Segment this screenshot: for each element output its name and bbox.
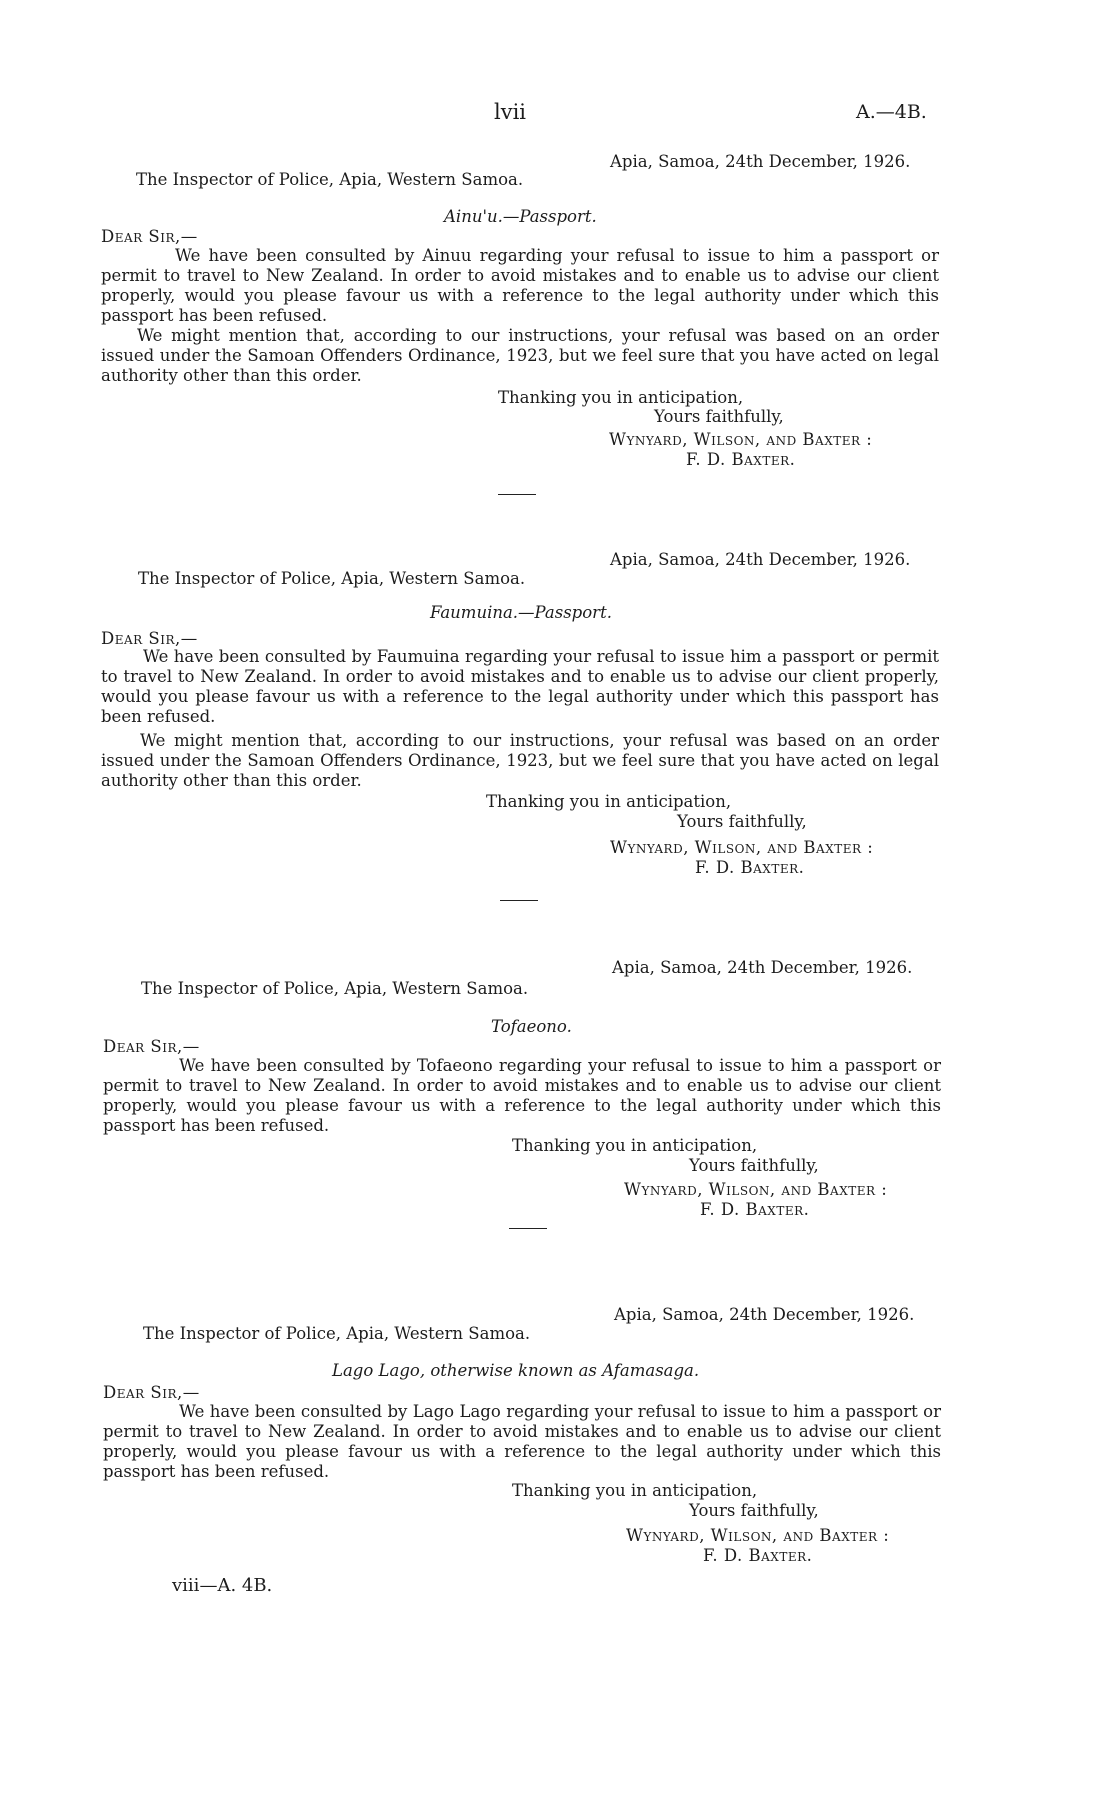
letter-firm: Wynyard, Wilson, and Baxter : [610, 838, 874, 857]
letter-closing: Thanking you in anticipation, [498, 388, 744, 407]
letter-date: Apia, Samoa, 24th December, 1926. [614, 1305, 915, 1324]
letter-subject: Ainu'u.—Passport. [444, 207, 597, 226]
letter-paragraph: We have been consulted by Lago Lago regarding your refusal to issue to him a passport or permit to travel to New Zealand. In order to avoid mistakes and to enable us to advise our client properly, would you please favour us with a reference to the legal authority under which this passport has been refused. [103, 1402, 941, 1481]
letter-valediction: Yours faithfully, [654, 407, 784, 426]
letter-closing: Thanking you in anticipation, [512, 1481, 758, 1500]
letter-salutation: Dear Sir,— [103, 1383, 200, 1402]
letter-valediction: Yours faithfully, [689, 1156, 819, 1175]
letter-addressee: The Inspector of Police, Apia, Western Samoa. [141, 979, 529, 998]
letter-addressee: The Inspector of Police, Apia, Western Samoa. [138, 569, 526, 588]
letter-signatory: F. D. Baxter. [686, 450, 796, 469]
next-page-reference: viii—A. 4B. [172, 1575, 273, 1596]
letter-date: Apia, Samoa, 24th December, 1926. [610, 152, 911, 171]
letter-signatory: F. D. Baxter. [695, 858, 805, 877]
separator-rule [498, 494, 536, 495]
letter-valediction: Yours faithfully, [677, 812, 807, 831]
letter-subject: Lago Lago, otherwise known as Afamasaga. [332, 1361, 700, 1380]
letter-paragraph: We might mention that, according to our instructions, your refusal was based on an order issued under the Samoan Offenders Ordinance, 1923, but we feel sure that you have acted on legal authority other than this order. [101, 326, 939, 385]
letter-firm: Wynyard, Wilson, and Baxter : [609, 430, 873, 449]
letter-date: Apia, Samoa, 24th December, 1926. [612, 958, 913, 977]
letter-valediction: Yours faithfully, [689, 1501, 819, 1520]
letter-salutation: Dear Sir,— [103, 1037, 200, 1056]
letter-paragraph: We have been consulted by Tofaeono regarding your refusal to issue to him a passport or permit to travel to New Zealand. In order to avoid mistakes and to enable us to advise our client properly, would you please favour us with a reference to the legal authority under which this passport has been refused. [103, 1056, 941, 1135]
document-reference: A.—4B. [856, 101, 927, 123]
letter-salutation: Dear Sir,— [101, 227, 198, 246]
letter-paragraph: We have been consulted by Faumuina regarding your refusal to issue him a passport or permit to travel to New Zealand. In order to avoid mistakes and to enable us to advise our client properly, would you please favour us with a reference to the legal authority under which this passport has been refused. [101, 647, 939, 726]
letter-firm: Wynyard, Wilson, and Baxter : [626, 1526, 890, 1545]
separator-rule [509, 1228, 547, 1229]
letter-firm: Wynyard, Wilson, and Baxter : [624, 1180, 888, 1199]
letter-date: Apia, Samoa, 24th December, 1926. [610, 550, 911, 569]
letter-addressee: The Inspector of Police, Apia, Western Samoa. [143, 1324, 531, 1343]
letter-subject: Tofaeono. [491, 1017, 572, 1036]
letter-closing: Thanking you in anticipation, [486, 792, 732, 811]
letter-addressee: The Inspector of Police, Apia, Western Samoa. [136, 170, 524, 189]
letter-closing: Thanking you in anticipation, [512, 1136, 758, 1155]
letter-salutation: Dear Sir,— [101, 629, 198, 648]
letter-paragraph: We might mention that, according to our instructions, your refusal was based on an order issued under the Samoan Offenders Ordinance, 1923, but we feel sure that you have acted on legal authority other than this order. [101, 731, 939, 790]
page-number: lvii [494, 100, 527, 124]
letter-signatory: F. D. Baxter. [700, 1200, 810, 1219]
letter-paragraph: We have been consulted by Ainuu regarding your refusal to issue to him a passport or permit to travel to New Zealand. In order to avoid mistakes and to enable us to advise our client properly, would you please favour us with a reference to the legal authority under which this passport has been refused. [101, 246, 939, 325]
letter-subject: Faumuina.—Passport. [430, 603, 612, 622]
separator-rule [500, 900, 538, 901]
letter-signatory: F. D. Baxter. [703, 1546, 813, 1565]
